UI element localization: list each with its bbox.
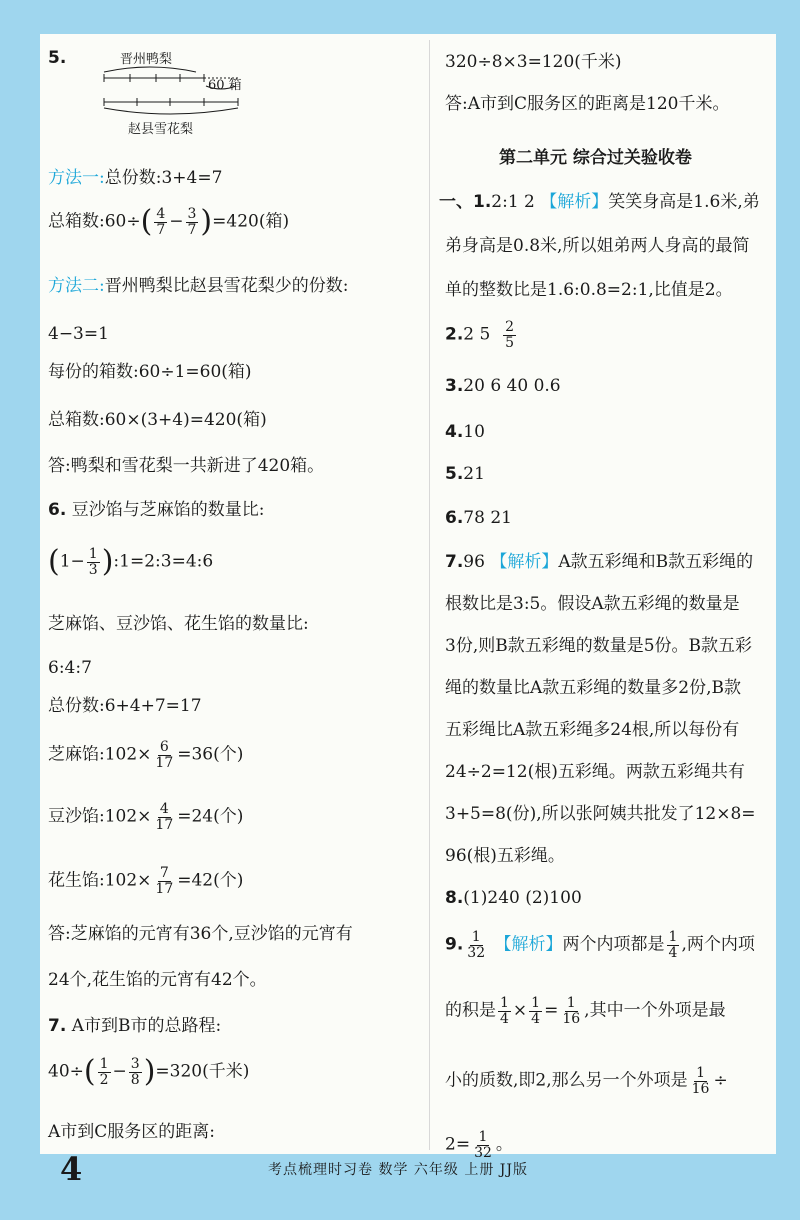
q6-line8: 花生馅:102× $\frac{7}{17}$ =42(个) bbox=[48, 865, 244, 897]
q5-answer: 答:鸭梨和雪花梨一共新进了420箱。 bbox=[48, 456, 325, 476]
section-title: 第二单元 综合过关验收卷 bbox=[499, 148, 692, 168]
diagram-bottom-label: 赵县雪花梨 bbox=[128, 122, 194, 137]
bar-diagram bbox=[100, 44, 300, 136]
q9-line1: 9. $\frac{1}{32}$ 【解析】两个内项都是 $\frac{1}{4}$ ,两个内项 bbox=[445, 929, 755, 961]
method1-line1: 方法一:总份数:3+4=7 bbox=[48, 168, 223, 188]
analysis-tag: 【解析】 bbox=[540, 192, 609, 212]
q7-line2: 40÷( $\frac{1}{2}$ − $\frac{3}{8}$ )=320(千米) bbox=[48, 1054, 250, 1089]
q9-line3: 小的质数,即2,那么另一个外项是 $\frac{1}{16}$ ÷ bbox=[445, 1065, 728, 1097]
method2-line2: 4−3=1 bbox=[48, 324, 109, 344]
fraction: $\frac{3}{8}$ bbox=[130, 1055, 140, 1088]
footer-text: 考点梳理时习卷 数学 六年级 上册 JJ版 bbox=[268, 1162, 529, 1178]
q7-line3: A市到C服务区的距离: bbox=[48, 1122, 216, 1142]
fraction: $\frac{1}{4}$ bbox=[531, 995, 541, 1027]
q5-line: 5.21 bbox=[445, 464, 485, 484]
fraction: $\frac{1}{3}$ bbox=[88, 545, 98, 578]
analysis-tag: 【解析】 bbox=[490, 552, 559, 572]
fraction: $\frac{1}{2}$ bbox=[99, 1055, 109, 1088]
analysis-tag: 【解析】 bbox=[494, 934, 563, 955]
fraction: $\frac{4}{7}$ bbox=[156, 205, 166, 238]
diagram-top-label: 晋州鸭梨 bbox=[120, 52, 173, 67]
fraction: $\frac{1}{4}$ bbox=[500, 995, 509, 1027]
q7-line8: 96(根)五彩绳。 bbox=[445, 846, 565, 866]
q6-line5: 总份数:6+4+7=17 bbox=[48, 696, 202, 716]
q7-line7: 3+5=8(份),所以张阿姨共批发了12×8= bbox=[445, 804, 756, 824]
q7-line5: 五彩绳比A款五彩绳多24根,所以每份有 bbox=[445, 720, 740, 740]
diagram-bars bbox=[100, 44, 300, 136]
fraction: $\frac{4}{17}$ bbox=[155, 801, 174, 833]
method2-line4: 总箱数:60×(3+4)=420(箱) bbox=[48, 410, 267, 430]
q7-line2: 根数比是3:5。假设A款五彩绳的数量是 bbox=[445, 594, 740, 614]
column-divider bbox=[429, 40, 430, 1150]
fraction: $\frac{1}{32}$ bbox=[467, 929, 486, 961]
q9-line4: 2= $\frac{1}{32}$ 。 bbox=[445, 1129, 513, 1161]
q7-heading: 7. A市到B市的总路程: bbox=[48, 1016, 222, 1036]
q2-line: 2.2 5 $\frac{2}{5}$ bbox=[445, 319, 515, 351]
r-line1: 320÷8×3=120(千米) bbox=[445, 52, 622, 72]
q6-answer-line2: 24个,花生馅的元宵有42个。 bbox=[48, 970, 267, 990]
q8-line: 8.(1)240 (2)100 bbox=[445, 888, 582, 908]
diagram-side-label: 60 箱 bbox=[208, 78, 242, 93]
fraction: $\frac{6}{17}$ bbox=[155, 739, 174, 771]
fraction: $\frac{1}{4}$ bbox=[668, 929, 678, 961]
method2-line1: 方法二:晋州鸭梨比赵县雪花梨少的份数: bbox=[48, 276, 349, 296]
fraction: $\frac{3}{7}$ bbox=[187, 205, 197, 238]
q6-line6: 芝麻馅:102× $\frac{6}{17}$ =36(个) bbox=[48, 739, 244, 771]
q1-line1: 一、1.2:1 2 【解析】笑笑身高是1.6米,弟 bbox=[439, 192, 760, 212]
method1-label: 方法一: bbox=[48, 168, 105, 188]
method2-line3: 每份的箱数:60÷1=60(箱) bbox=[48, 362, 252, 382]
fraction: $\frac{1}{16}$ bbox=[562, 995, 581, 1027]
page-number: 4 bbox=[60, 1150, 83, 1188]
q6-line2: (1− $\frac{1}{3}$ ):1=2:3=4:6 bbox=[48, 544, 214, 579]
fraction: $\frac{7}{17}$ bbox=[155, 865, 174, 897]
q1-line3: 单的整数比是1.6:0.8=2:1,比值是2。 bbox=[445, 280, 733, 300]
q7-line3: 3份,则B款五彩绳的数量是5份。B款五彩 bbox=[445, 636, 753, 656]
method2-label: 方法二: bbox=[48, 276, 105, 296]
q3-line: 3.20 6 40 0.6 bbox=[445, 376, 561, 396]
q6-line3: 芝麻馅、豆沙馅、花生馅的数量比: bbox=[48, 614, 309, 634]
q7-line1: 7.96 【解析】A款五彩绳和B款五彩绳的 bbox=[445, 552, 754, 572]
q7-line4: 绳的数量比A款五彩绳的数量多2份,B款 bbox=[445, 678, 741, 698]
fraction: $\frac{1}{32}$ bbox=[474, 1129, 492, 1161]
q9-line2: 的积是 $\frac{1}{4}$ × $\frac{1}{4}$ = $\frac{1}{16}$ ,其中一个外项是最 bbox=[445, 995, 726, 1027]
q4-line: 4.10 bbox=[445, 422, 485, 442]
q6-answer-line1: 答:芝麻馅的元宵有36个,豆沙馅的元宵有 bbox=[48, 924, 353, 944]
r-line2: 答:A市到C服务区的距离是120千米。 bbox=[445, 94, 730, 114]
q7-line6: 24÷2=12(根)五彩绳。两款五彩绳共有 bbox=[445, 762, 745, 782]
q5-number: 5. bbox=[48, 48, 67, 68]
q6-line: 6.78 21 bbox=[445, 508, 512, 528]
q1-line2: 弟身高是0.8米,所以姐弟两人身高的最简 bbox=[445, 236, 750, 256]
q6-heading: 6. 豆沙馅与芝麻馅的数量比: bbox=[48, 500, 265, 520]
q6-line7: 豆沙馅:102× $\frac{4}{17}$ =24(个) bbox=[48, 801, 244, 833]
fraction: $\frac{1}{16}$ bbox=[691, 1065, 710, 1097]
method1-line2: 总箱数:60÷( $\frac{4}{7}$ − $\frac{3}{7}$ )=420(箱) bbox=[48, 204, 290, 239]
fraction: $\frac{2}{5}$ bbox=[505, 319, 515, 351]
q6-line4: 6:4:7 bbox=[48, 658, 92, 678]
